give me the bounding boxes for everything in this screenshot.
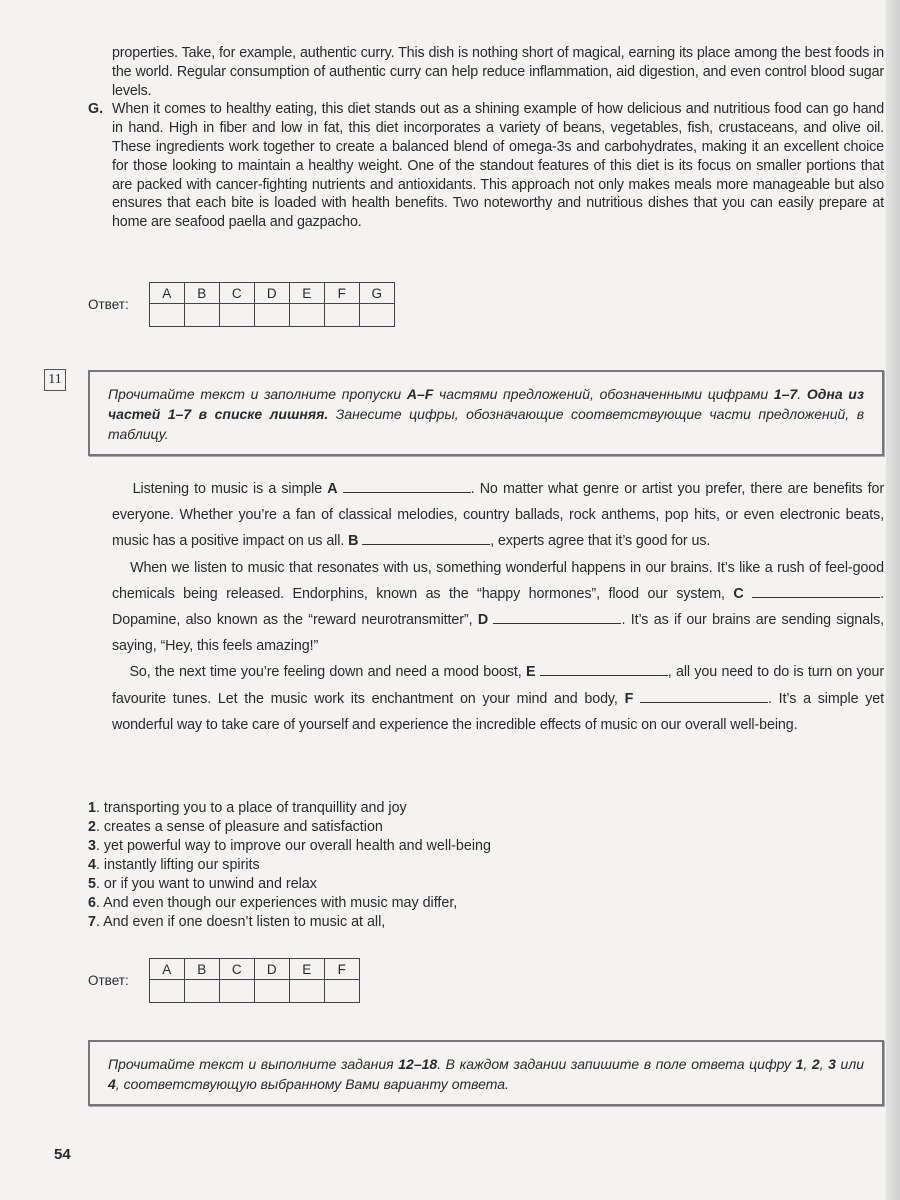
- answer-cell[interactable]: [324, 304, 359, 327]
- instr-text: Занесите цифры, обозначающие соответствующие части предложений, в таблицу.: [108, 406, 864, 442]
- col-header: A: [149, 283, 184, 304]
- passage-text: . Dopamine, also known as the “reward neurotransmitter”,: [112, 585, 884, 629]
- instr-text: частями предложений, обозначенными цифрами: [433, 386, 774, 402]
- instr-bold: 3: [828, 1056, 836, 1072]
- instr-bold: A–F: [406, 386, 434, 402]
- answer-table-11: [88, 958, 360, 1003]
- col-header: B: [184, 959, 219, 980]
- passage-text: So, the next time you’re feeling down and need a mood boost,: [129, 664, 526, 681]
- page-number: 54: [54, 1146, 71, 1163]
- answer-cell[interactable]: [289, 304, 324, 327]
- instr-text: Прочитайте текст и заполните пропуски: [108, 386, 407, 402]
- passage-text: . No matter what genre or artist you prefer, there are benefits for everyone. Whether you’re a fan of classical melodies, country ballads, rock anthems, pop hits, or even electronic beats, music has a positive impact on us all.: [112, 481, 884, 550]
- col-header: E: [289, 959, 324, 980]
- instr-text: Прочитайте текст и выполните задания: [108, 1056, 399, 1072]
- gap-letter: D: [477, 612, 489, 629]
- col-header: A: [149, 959, 184, 980]
- instr-text: .: [797, 386, 807, 402]
- gap-blank[interactable]: [493, 611, 621, 624]
- answer-cell[interactable]: [289, 980, 324, 1003]
- task-12-instructions: [88, 1040, 884, 1106]
- instr-bold: 1–7: [773, 386, 798, 402]
- gap-letter: E: [525, 664, 536, 681]
- answer-cell[interactable]: [324, 980, 359, 1003]
- option-item: 7. And even if one doesn’t listen to music at all,: [88, 914, 386, 930]
- answer-cell[interactable]: [219, 980, 254, 1003]
- instr-bold: 12–18: [398, 1056, 438, 1072]
- option-item: 4. instantly lifting our spirits: [88, 857, 260, 873]
- answer-cell[interactable]: [149, 980, 184, 1003]
- reading-passage: [112, 476, 884, 738]
- passage-text: , experts agree that it’s good for us.: [490, 533, 711, 550]
- col-header: G: [359, 283, 394, 304]
- task-11-instructions: [88, 370, 884, 456]
- passage-text: When we listen to music that resonates with us, something wonderful happens in our brains. It’s like a rush of feel-good chemicals being released. Endorphins, known as the “happy hormones”, flood our system,: [112, 559, 884, 602]
- section-f-tail: [112, 44, 884, 232]
- option-item: 5. or if you want to unwind and relax: [88, 876, 317, 892]
- option-item: 1. transporting you to a place of tranquillity and joy: [88, 800, 407, 816]
- section-f-text: properties. Take, for example, authentic curry. This dish is nothing short of magical, earning its place among the best foods in the world. Regular consumption of authentic curry can help reduce inflammation, aid digestion, and even control blood sugar levels.: [112, 45, 884, 99]
- passage-text: , all you need to do is turn on your favourite tunes. Let the music work its enchantment on your mind and body,: [112, 664, 884, 707]
- answer-cell[interactable]: [254, 304, 289, 327]
- task-number: 11: [44, 369, 66, 391]
- gap-blank[interactable]: [640, 690, 768, 703]
- passage-text: Listening to music is a simple: [132, 481, 328, 497]
- options-list: [88, 799, 491, 932]
- option-item: 3. yet powerful way to improve our overall health and well-being: [88, 838, 491, 854]
- instr-text: или: [835, 1056, 865, 1072]
- gap-letter: B: [348, 533, 359, 550]
- gap-blank[interactable]: [343, 480, 471, 493]
- instr-text: ,: [819, 1056, 829, 1072]
- col-header: F: [324, 959, 359, 980]
- answer-cell[interactable]: [184, 980, 219, 1003]
- instr-bold: 2: [811, 1056, 820, 1072]
- answer-cell[interactable]: [219, 304, 254, 327]
- answer-cell[interactable]: [359, 304, 394, 327]
- option-item: 6. And even though our experiences with music may differ,: [88, 895, 458, 911]
- answer-label: Ответ:: [88, 973, 129, 988]
- instr-text: , соответствующую выбранному Вами варианту ответа.: [115, 1076, 509, 1092]
- answer-cell[interactable]: [184, 304, 219, 327]
- page-edge: [886, 0, 900, 1200]
- passage-text: . It’s as if our brains are sending signals, saying, “Hey, this feels amazing!”: [112, 612, 884, 655]
- answer-cell[interactable]: [149, 304, 184, 327]
- gap-blank[interactable]: [752, 585, 880, 598]
- col-header: C: [219, 283, 254, 304]
- col-header: B: [184, 283, 219, 304]
- section-g-letter: G.: [88, 101, 104, 117]
- answer-cell[interactable]: [254, 980, 289, 1003]
- instr-text: . В каждом задании запишите в поле ответа цифру: [437, 1056, 796, 1072]
- gap-letter: F: [624, 690, 634, 707]
- col-header: F: [324, 283, 359, 304]
- instr-text: ,: [803, 1056, 812, 1072]
- instr-bold: 4: [108, 1076, 116, 1092]
- gap-letter: C: [733, 585, 744, 602]
- instr-bold: Одна из частей 1–7 в списке лишняя.: [108, 386, 864, 422]
- gap-letter: A: [327, 481, 338, 497]
- passage-text: . It’s a simple yet wonderful way to take care of yourself and experience the incredible effects of music on our overall well-being.: [112, 690, 885, 733]
- section-g-text: When it comes to healthy eating, this diet stands out as a shining example of how delicious and nutritious food can go hand in hand. High in fiber and low in fat, this diet incorporates a variety of beans, vegetables, fish, crustaceans, and olive oil. These ingredients work together to create a balanced blend of omega-3s and carbohydrates, making it an excellent choice for those looking to maintain a healthy weight. One of the standout features of this diet is its focus on smaller portions that are packed with cancer-fighting nutrients and antioxidants. This approach not only makes meals more manageable but also ensures that each bite is loaded with health benefits. Two noteworthy and nutritious dishes that you can easily prepare at home are seafood paella and gazpacho.: [112, 101, 884, 231]
- answer-label: Ответ:: [88, 297, 129, 312]
- option-item: 2. creates a sense of pleasure and satisfaction: [88, 819, 383, 835]
- col-header: D: [254, 283, 289, 304]
- gap-blank[interactable]: [540, 663, 668, 676]
- col-header: E: [289, 283, 324, 304]
- answer-table-10: [88, 282, 395, 327]
- col-header: D: [254, 959, 289, 980]
- gap-blank[interactable]: [362, 532, 490, 545]
- instr-bold: 1: [795, 1056, 804, 1072]
- col-header: C: [219, 959, 254, 980]
